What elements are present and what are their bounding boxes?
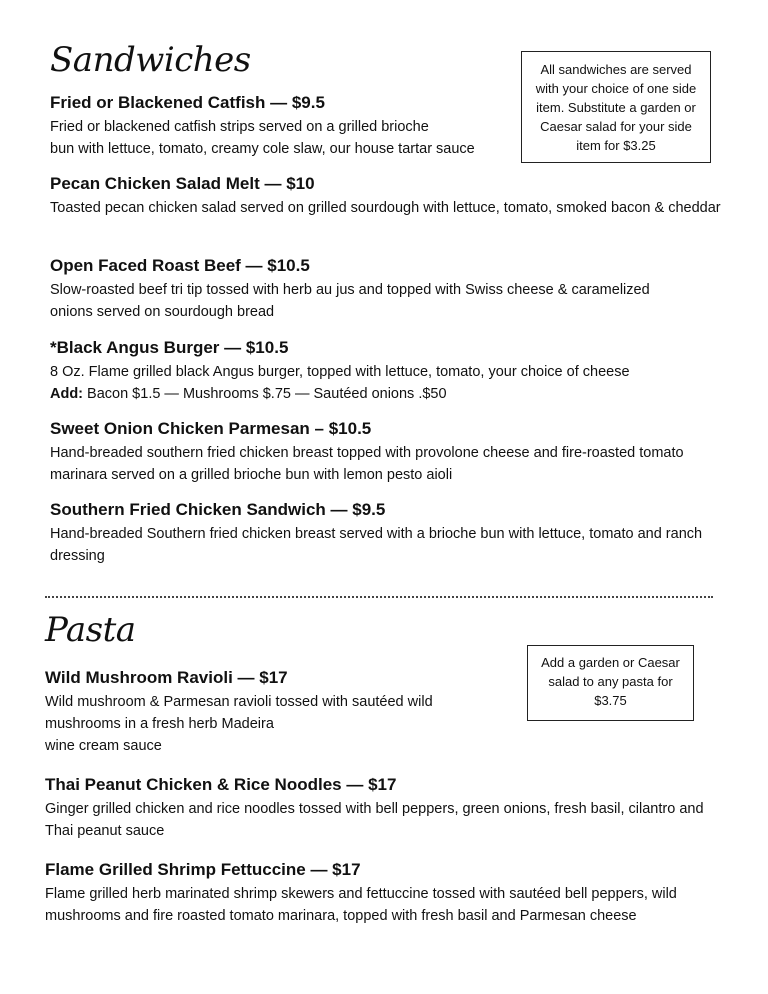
- item-title: *Black Angus Burger — $10.5: [50, 338, 289, 357]
- item-title: Flame Grilled Shrimp Fettuccine — $17: [45, 860, 361, 879]
- menu-item: [45, 859, 725, 927]
- item-title: Southern Fried Chicken Sandwich — $9.5: [50, 500, 386, 519]
- menu-item: [50, 173, 750, 219]
- pasta-note-text: Add a garden or Caesar salad to any pasta for $3.75: [541, 655, 680, 708]
- item-description-line: mushrooms in a fresh herb Madeira: [45, 716, 274, 732]
- pasta-note-box: [527, 645, 694, 721]
- sandwiches-note-text: All sandwiches are served with your choice of one side item. Substitute a garden or Caesar salad for your side item for $3.25: [535, 62, 697, 153]
- item-title: Thai Peanut Chicken & Rice Noodles — $17: [45, 775, 397, 794]
- item-description-line: bun with lettuce, tomato, creamy cole slaw, our house tartar sauce: [50, 141, 475, 157]
- menu-item: [45, 774, 705, 842]
- item-title: Sweet Onion Chicken Parmesan – $10.5: [50, 419, 372, 438]
- item-addons: [50, 383, 750, 405]
- item-description: Toasted pecan chicken salad served on grilled sourdough with lettuce, tomato, smoked bacon & cheddar: [50, 200, 721, 216]
- item-title: Fried or Blackened Catfish — $9.5: [50, 93, 325, 112]
- pasta-title: Pasta: [45, 610, 136, 650]
- item-description: Ginger grilled chicken and rice noodles tossed with bell peppers, green onions, fresh basil, cilantro and Thai peanut sauce: [45, 801, 704, 839]
- menu-item: [50, 499, 730, 567]
- menu-item: [50, 337, 750, 405]
- menu-item: [50, 418, 730, 486]
- item-description: 8 Oz. Flame grilled black Angus burger, topped with lettuce, tomato, your choice of cheese: [50, 364, 630, 380]
- item-title: Pecan Chicken Salad Melt — $10: [50, 174, 315, 193]
- menu-item: [50, 255, 750, 323]
- item-description: Hand-breaded southern fried chicken breast topped with provolone cheese and fire-roasted tomato marinara served on a grilled brioche bun with lemon pesto aioli: [50, 445, 684, 483]
- item-description-line: Wild mushroom & Parmesan ravioli tossed with sautéed wild: [45, 694, 433, 710]
- item-description: Flame grilled herb marinated shrimp skewers and fettuccine tossed with sautéed bell peppers, wild mushrooms and fire roasted tomato marinara, topped with fresh basil and Parmesan cheese: [45, 886, 677, 924]
- section-divider: [45, 596, 713, 598]
- menu-item: [45, 667, 505, 757]
- item-description-line: Fried or blackened catfish strips served on a grilled brioche: [50, 119, 429, 135]
- addons-label: Add:: [50, 386, 84, 402]
- item-description-line: wine cream sauce: [45, 738, 162, 754]
- item-title: Open Faced Roast Beef — $10.5: [50, 256, 310, 275]
- sandwiches-title: Sandwiches: [50, 40, 251, 80]
- menu-item: [50, 92, 510, 160]
- item-description: Slow-roasted beef tri tip tossed with herb au jus and topped with Swiss cheese & caramelized onions served on sourdough bread: [50, 282, 650, 320]
- item-description: [45, 691, 505, 757]
- sandwiches-note-box: [521, 51, 711, 163]
- item-description: [50, 116, 510, 160]
- item-description: Hand-breaded Southern fried chicken breast served with a brioche bun with lettuce, tomato and ranch dressing: [50, 526, 703, 564]
- addons-text: Bacon $1.5 — Mushrooms $.75 — Sautéed onions .$50: [83, 386, 447, 402]
- item-title: Wild Mushroom Ravioli — $17: [45, 668, 288, 687]
